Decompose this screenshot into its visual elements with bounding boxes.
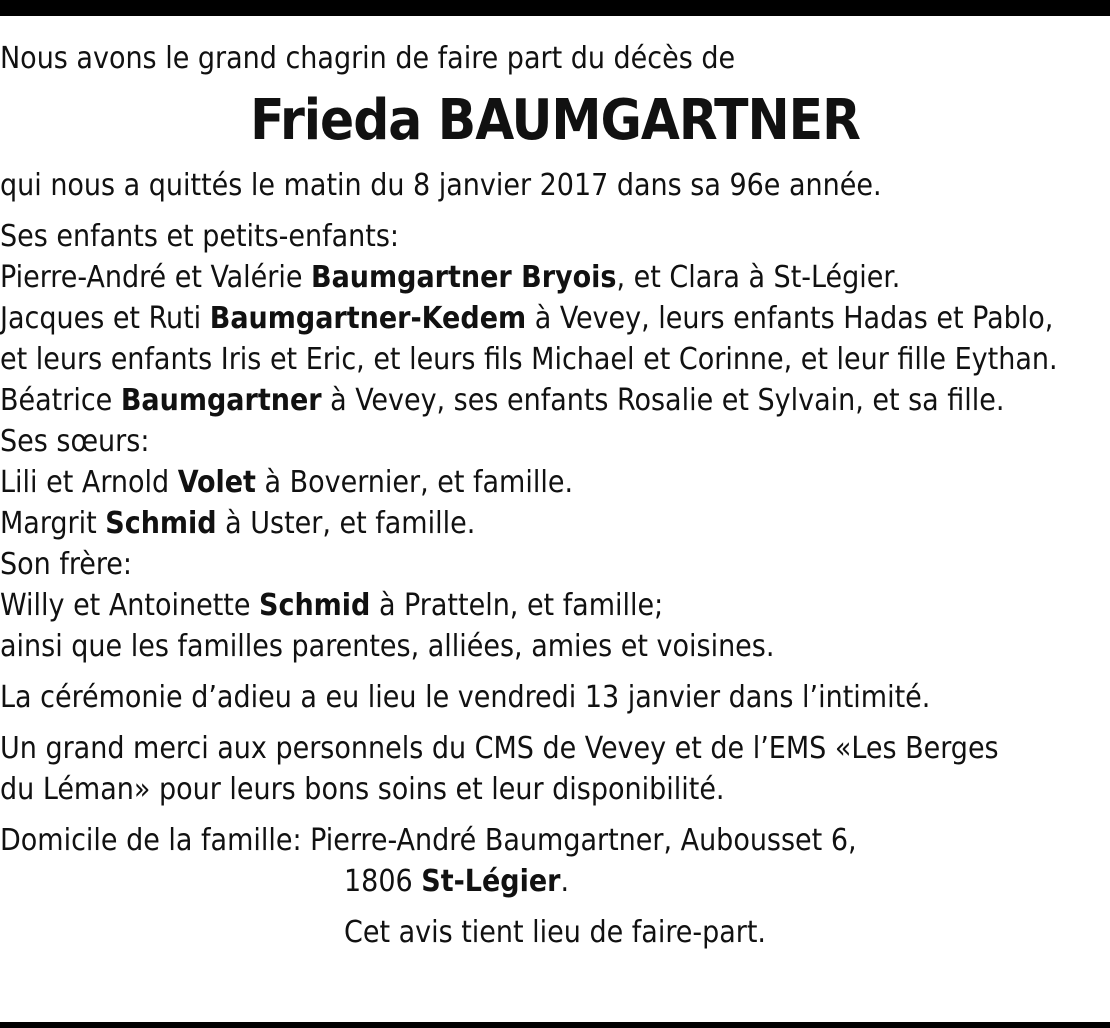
brother-line-1: Willy et Antoinette Schmid à Pratteln, et famille; [0,588,664,623]
obituary-notice [0,38,1110,953]
deceased-name: Frieda BAUMGARTNER [250,88,860,153]
sister-line-2: Margrit Schmid à Uster, et famille. [0,506,476,541]
thanks-line-2: du Léman» pour leurs bons soins et leur disponibilité. [0,772,725,807]
thanks-line-1: Un grand merci aux personnels du CMS de Vevey et de l’EMS «Les Berges [0,731,999,766]
sister-line-1: Lili et Arnold Volet à Bovernier, et famille. [0,465,574,500]
sisters-heading: Ses sœurs: [0,424,150,459]
family-name: Baumgartner-Kedem [209,301,527,336]
death-line: qui nous a quittés le matin du 8 janvier 2017 dans sa 96e année. [0,168,882,203]
family-name: Schmid [105,506,217,541]
bottom-rule [0,1022,1110,1028]
domicile-line-2: 1806 St-Légier. [344,864,570,899]
closing-line: Cet avis tient lieu de faire-part. [343,915,767,950]
family-name: Schmid [259,588,371,623]
ceremony-line: La cérémonie d’adieu a eu lieu le vendredi 13 janvier dans l’intimité. [0,680,931,715]
child-line-2-continued: et leurs enfants Iris et Eric, et leurs fils Michael et Corinne, et leur fille Eythan. [0,342,1058,377]
families-line: ainsi que les familles parentes, alliées, amies et voisines. [0,629,775,664]
child-line-2: Jacques et Ruti Baumgartner-Kedem à Vevey, leurs enfants Hadas et Pablo, [0,301,1054,336]
child-line-1: Pierre-André et Valérie Baumgartner Bryois, et Clara à St-Légier. [0,260,901,295]
children-heading: Ses enfants et petits-enfants: [0,219,400,254]
locality-name: St-Légier [421,864,561,899]
child-line-3: Béatrice Baumgartner à Vevey, ses enfants Rosalie et Sylvain, et sa fille. [0,383,1005,418]
family-name: Baumgartner Bryois [311,260,617,295]
intro-line: Nous avons le grand chagrin de faire part du décès de [0,41,736,76]
brother-heading: Son frère: [0,547,132,582]
top-rule [0,0,1110,16]
family-name: Volet [177,465,256,500]
family-name: Baumgartner [120,383,322,418]
domicile-line-1: Domicile de la famille: Pierre-André Baumgartner, Aubousset 6, [0,823,857,858]
